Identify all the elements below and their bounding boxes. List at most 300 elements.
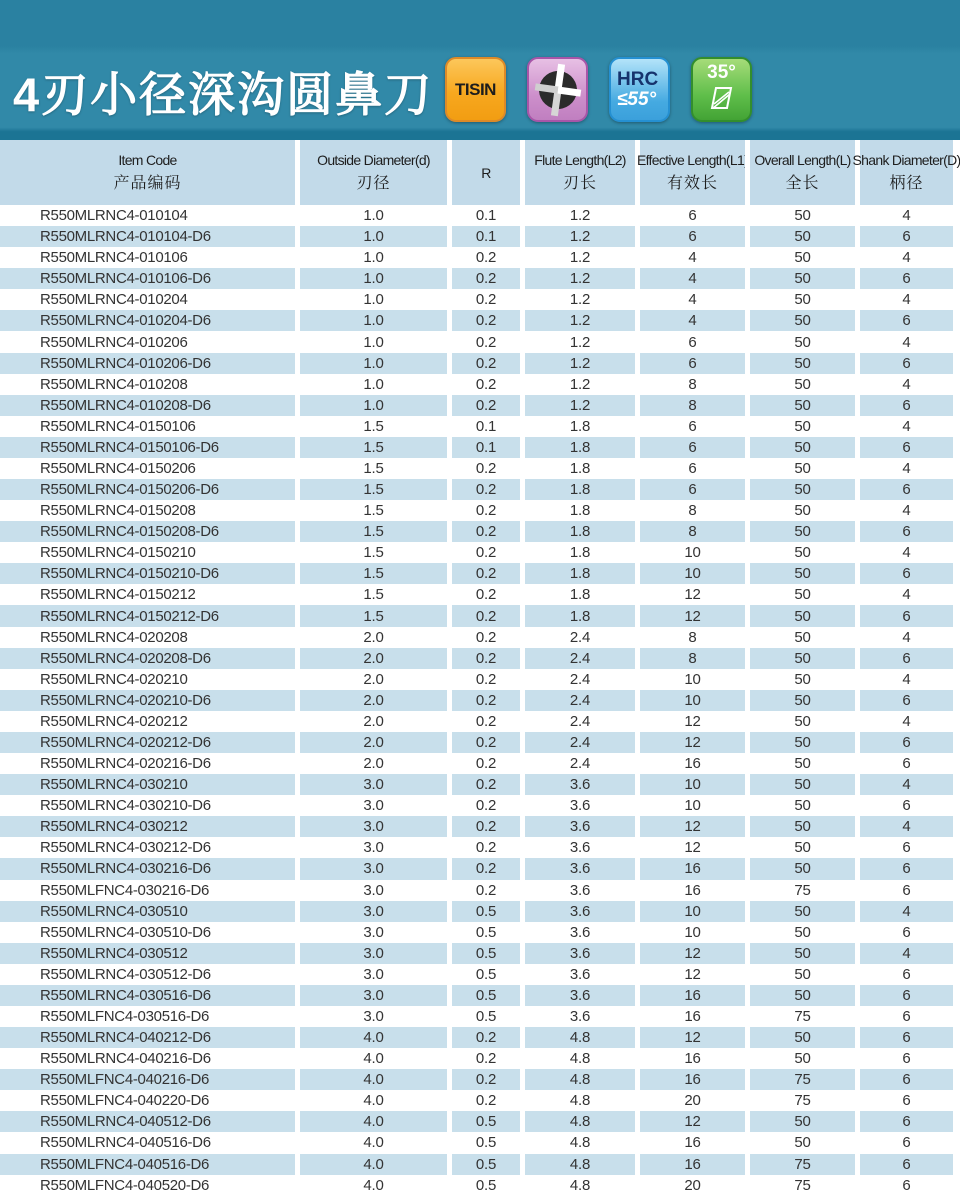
cell-value: 2.0 bbox=[295, 732, 447, 753]
cell-value: 0.5 bbox=[447, 901, 520, 922]
cell-item-code: R550MLFNC4-040520-D6 bbox=[40, 1176, 210, 1194]
cell-value: 1.8 bbox=[520, 605, 635, 626]
cell-value: 1.0 bbox=[295, 395, 447, 416]
cell-value: 50 bbox=[745, 816, 855, 837]
cell-value: 50 bbox=[745, 479, 855, 500]
product-table bbox=[0, 140, 960, 1196]
tisin-coating-badge bbox=[445, 57, 506, 122]
cell-value: 16 bbox=[635, 753, 745, 774]
table-row bbox=[0, 331, 953, 352]
helix-angle-icon bbox=[709, 84, 735, 112]
table-row bbox=[0, 310, 953, 331]
column-header bbox=[635, 140, 749, 205]
cell-value: 16 bbox=[635, 1069, 745, 1090]
cell-value: 1.2 bbox=[520, 310, 635, 331]
cell-value: 3.6 bbox=[520, 858, 635, 879]
hrc-label: HRC bbox=[617, 68, 659, 90]
table-row bbox=[0, 690, 953, 711]
cell-value: 50 bbox=[745, 437, 855, 458]
cell-value: 3.6 bbox=[520, 795, 635, 816]
table-body bbox=[0, 205, 953, 1196]
cell-value: 6 bbox=[855, 1006, 953, 1027]
cell-item-code: R550MLRNC4-020212-D6 bbox=[40, 733, 211, 751]
cell-value: 1.2 bbox=[520, 205, 635, 226]
cell-value: 1.8 bbox=[520, 416, 635, 437]
cell-value: 0.2 bbox=[447, 289, 520, 310]
cell-value: 2.0 bbox=[295, 669, 447, 690]
cell-value: 1.0 bbox=[295, 331, 447, 352]
cell-value: 6 bbox=[635, 331, 745, 352]
cell-value: 2.0 bbox=[295, 648, 447, 669]
cell-value: 4 bbox=[855, 205, 953, 226]
flutes-icon-svg bbox=[532, 62, 584, 118]
cell-value: 12 bbox=[635, 711, 745, 732]
cell-value: 1.2 bbox=[520, 374, 635, 395]
cell-value: 50 bbox=[745, 542, 855, 563]
cell-item-code: R550MLRNC4-010106 bbox=[40, 249, 188, 267]
cell-value: 0.2 bbox=[447, 1090, 520, 1111]
cell-value: 8 bbox=[635, 627, 745, 648]
cell-value: 6 bbox=[855, 964, 953, 985]
cell-value: 1.0 bbox=[295, 374, 447, 395]
cell-value: 50 bbox=[745, 331, 855, 352]
column-label-en: Effective Length(L1) bbox=[636, 152, 749, 168]
cell-value: 20 bbox=[635, 1090, 745, 1111]
cell-value: 4 bbox=[855, 416, 953, 437]
cell-value: 50 bbox=[745, 795, 855, 816]
cell-value: 3.0 bbox=[295, 943, 447, 964]
cell-value: 0.5 bbox=[447, 964, 520, 985]
cell-value: 0.1 bbox=[447, 437, 520, 458]
cell-value: 0.5 bbox=[447, 922, 520, 943]
table-row bbox=[0, 964, 953, 985]
cell-value: 1.0 bbox=[295, 289, 447, 310]
cell-item-code: R550MLFNC4-040516-D6 bbox=[40, 1155, 210, 1173]
cell-value: 6 bbox=[855, 795, 953, 816]
cell-value: 1.2 bbox=[520, 331, 635, 352]
table-row bbox=[0, 922, 953, 943]
cell-item-code: R550MLRNC4-0150208 bbox=[40, 502, 196, 520]
cell-value: 1.8 bbox=[520, 479, 635, 500]
cell-value: 6 bbox=[855, 880, 953, 901]
cell-value: 1.5 bbox=[295, 416, 447, 437]
column-header bbox=[852, 140, 960, 205]
cell-value: 0.2 bbox=[447, 374, 520, 395]
cell-value: 4 bbox=[855, 711, 953, 732]
cell-value: 1.2 bbox=[520, 247, 635, 268]
cell-item-code: R550MLRNC4-010206-D6 bbox=[40, 354, 211, 372]
cell-value: 0.2 bbox=[447, 690, 520, 711]
cell-value: 8 bbox=[635, 395, 745, 416]
cell-value: 1.8 bbox=[520, 437, 635, 458]
column-header bbox=[447, 140, 520, 205]
cell-value: 2.4 bbox=[520, 711, 635, 732]
cell-value: 0.2 bbox=[447, 521, 520, 542]
cell-value: 3.6 bbox=[520, 922, 635, 943]
cell-value: 4 bbox=[855, 774, 953, 795]
cell-value: 4 bbox=[855, 943, 953, 964]
cell-value: 6 bbox=[855, 268, 953, 289]
cell-value: 4 bbox=[855, 247, 953, 268]
cell-value: 4.8 bbox=[520, 1111, 635, 1132]
page-banner bbox=[0, 0, 960, 140]
cell-value: 6 bbox=[855, 310, 953, 331]
cell-item-code: R550MLRNC4-0150106 bbox=[40, 417, 196, 435]
cell-value: 4 bbox=[635, 289, 745, 310]
column-label-zh: 产品编码 bbox=[113, 175, 182, 192]
cell-item-code: R550MLRNC4-0150212 bbox=[40, 586, 196, 604]
cell-value: 6 bbox=[635, 353, 745, 374]
cell-value: 0.2 bbox=[447, 247, 520, 268]
cell-value: 50 bbox=[745, 711, 855, 732]
cell-value: 3.6 bbox=[520, 1006, 635, 1027]
cell-value: 50 bbox=[745, 289, 855, 310]
cell-value: 8 bbox=[635, 521, 745, 542]
cell-value: 10 bbox=[635, 901, 745, 922]
table-row bbox=[0, 1069, 953, 1090]
cell-value: 50 bbox=[745, 458, 855, 479]
cell-value: 4.0 bbox=[295, 1090, 447, 1111]
table-row bbox=[0, 669, 953, 690]
cell-value: 3.0 bbox=[295, 964, 447, 985]
cell-value: 50 bbox=[745, 584, 855, 605]
table-row bbox=[0, 416, 953, 437]
table-row bbox=[0, 711, 953, 732]
cell-item-code: R550MLRNC4-0150206-D6 bbox=[40, 481, 219, 499]
cell-value: 0.2 bbox=[447, 563, 520, 584]
cell-value: 75 bbox=[745, 1069, 855, 1090]
cell-value: 6 bbox=[635, 205, 745, 226]
cell-value: 1.0 bbox=[295, 205, 447, 226]
column-label-en: Outside Diameter(d) bbox=[317, 152, 430, 168]
cell-value: 50 bbox=[745, 1111, 855, 1132]
cell-value: 1.0 bbox=[295, 247, 447, 268]
cell-value: 16 bbox=[635, 1154, 745, 1175]
cell-value: 6 bbox=[855, 1111, 953, 1132]
table-row bbox=[0, 542, 953, 563]
cell-value: 2.4 bbox=[520, 648, 635, 669]
table-row bbox=[0, 985, 953, 1006]
table-row bbox=[0, 732, 953, 753]
cell-value: 4.0 bbox=[295, 1069, 447, 1090]
cell-value: 4.8 bbox=[520, 1154, 635, 1175]
table-header bbox=[0, 140, 960, 205]
tisin-label: TISIN bbox=[455, 79, 496, 99]
cell-value: 6 bbox=[855, 922, 953, 943]
cell-value: 4 bbox=[855, 542, 953, 563]
cell-value: 1.5 bbox=[295, 458, 447, 479]
cell-value: 3.6 bbox=[520, 943, 635, 964]
table-row bbox=[0, 584, 953, 605]
table-row bbox=[0, 226, 953, 247]
cell-value: 4.8 bbox=[520, 1069, 635, 1090]
cell-value: 6 bbox=[635, 458, 745, 479]
table-row bbox=[0, 753, 953, 774]
cell-item-code: R550MLRNC4-040212-D6 bbox=[40, 1029, 211, 1047]
cell-value: 0.5 bbox=[447, 985, 520, 1006]
cell-value: 6 bbox=[855, 837, 953, 858]
cell-value: 0.5 bbox=[447, 1132, 520, 1153]
cell-value: 4.0 bbox=[295, 1048, 447, 1069]
cell-value: 3.0 bbox=[295, 901, 447, 922]
cell-value: 6 bbox=[855, 395, 953, 416]
table-row bbox=[0, 437, 953, 458]
cell-value: 6 bbox=[855, 605, 953, 626]
cell-value: 4.8 bbox=[520, 1175, 635, 1196]
badge-strip bbox=[445, 57, 752, 122]
table-row bbox=[0, 648, 953, 669]
cell-item-code: R550MLRNC4-010208 bbox=[40, 375, 188, 393]
helix-angle-badge bbox=[691, 57, 752, 122]
table-row bbox=[0, 1006, 953, 1027]
cell-value: 4 bbox=[855, 901, 953, 922]
cell-value: 0.2 bbox=[447, 605, 520, 626]
table-row bbox=[0, 1154, 953, 1175]
cell-item-code: R550MLRNC4-0150208-D6 bbox=[40, 523, 219, 541]
cell-value: 4.8 bbox=[520, 1027, 635, 1048]
cell-value: 75 bbox=[745, 880, 855, 901]
cell-value: 2.4 bbox=[520, 753, 635, 774]
cell-value: 0.2 bbox=[447, 711, 520, 732]
cell-value: 4 bbox=[855, 627, 953, 648]
table-row bbox=[0, 458, 953, 479]
cell-value: 1.2 bbox=[520, 226, 635, 247]
cell-value: 2.0 bbox=[295, 753, 447, 774]
cell-value: 1.8 bbox=[520, 563, 635, 584]
cell-value: 10 bbox=[635, 795, 745, 816]
cell-value: 2.0 bbox=[295, 690, 447, 711]
cell-item-code: R550MLRNC4-020212 bbox=[40, 712, 188, 730]
cell-value: 1.8 bbox=[520, 500, 635, 521]
cell-value: 1.5 bbox=[295, 500, 447, 521]
column-label-zh: 刃径 bbox=[356, 175, 391, 192]
hardness-badge bbox=[609, 57, 670, 122]
table-row bbox=[0, 563, 953, 584]
cell-item-code: R550MLRNC4-010104-D6 bbox=[40, 228, 211, 246]
cell-value: 50 bbox=[745, 690, 855, 711]
cell-value: 0.2 bbox=[447, 458, 520, 479]
cell-value: 10 bbox=[635, 669, 745, 690]
helix-angle-value: 35° bbox=[707, 62, 736, 83]
cell-value: 3.0 bbox=[295, 795, 447, 816]
table-row bbox=[0, 374, 953, 395]
cell-value: 8 bbox=[635, 500, 745, 521]
cell-value: 6 bbox=[635, 437, 745, 458]
cell-value: 4 bbox=[855, 500, 953, 521]
cell-value: 6 bbox=[855, 353, 953, 374]
cell-value: 75 bbox=[745, 1090, 855, 1111]
cell-value: 50 bbox=[745, 310, 855, 331]
cell-value: 0.2 bbox=[447, 479, 520, 500]
cell-item-code: R550MLRNC4-020208 bbox=[40, 628, 188, 646]
cell-value: 2.4 bbox=[520, 732, 635, 753]
cell-item-code: R550MLRNC4-010204 bbox=[40, 291, 188, 309]
cell-item-code: R550MLFNC4-040216-D6 bbox=[40, 1071, 210, 1089]
cell-value: 4 bbox=[635, 268, 745, 289]
cell-value: 12 bbox=[635, 964, 745, 985]
cell-value: 0.2 bbox=[447, 1069, 520, 1090]
cell-value: 3.0 bbox=[295, 837, 447, 858]
table-row bbox=[0, 880, 953, 901]
cell-value: 0.2 bbox=[447, 331, 520, 352]
cell-item-code: R550MLRNC4-030516-D6 bbox=[40, 986, 211, 1004]
cell-value: 6 bbox=[855, 1090, 953, 1111]
cell-value: 75 bbox=[745, 1175, 855, 1196]
cell-item-code: R550MLRNC4-010106-D6 bbox=[40, 270, 211, 288]
cell-value: 4.0 bbox=[295, 1027, 447, 1048]
cell-value: 16 bbox=[635, 1132, 745, 1153]
column-label-en: Overall Length(L) bbox=[754, 152, 851, 168]
cell-item-code: R550MLRNC4-030216-D6 bbox=[40, 860, 211, 878]
cell-value: 50 bbox=[745, 374, 855, 395]
cell-item-code: R550MLRNC4-030510 bbox=[40, 902, 188, 920]
cell-value: 3.6 bbox=[520, 964, 635, 985]
cell-item-code: R550MLRNC4-020216-D6 bbox=[40, 755, 211, 773]
cell-value: 0.2 bbox=[447, 816, 520, 837]
cell-value: 0.2 bbox=[447, 732, 520, 753]
cell-value: 6 bbox=[855, 1132, 953, 1153]
cell-value: 50 bbox=[745, 732, 855, 753]
cell-value: 16 bbox=[635, 1048, 745, 1069]
column-label-en: Item Code bbox=[118, 152, 177, 168]
cell-value: 6 bbox=[855, 858, 953, 879]
cell-value: 3.0 bbox=[295, 774, 447, 795]
cell-value: 50 bbox=[745, 1132, 855, 1153]
cell-item-code: R550MLRNC4-040516-D6 bbox=[40, 1134, 211, 1152]
cell-value: 0.1 bbox=[447, 226, 520, 247]
cell-value: 1.2 bbox=[520, 268, 635, 289]
cell-value: 50 bbox=[745, 901, 855, 922]
page-title: 4刃小径深沟圆鼻刀 bbox=[13, 68, 434, 121]
cell-value: 50 bbox=[745, 774, 855, 795]
table-row bbox=[0, 1111, 953, 1132]
cell-value: 1.8 bbox=[520, 584, 635, 605]
cell-value: 0.1 bbox=[447, 416, 520, 437]
cell-value: 1.2 bbox=[520, 395, 635, 416]
cell-value: 50 bbox=[745, 268, 855, 289]
cell-value: 4 bbox=[635, 310, 745, 331]
cell-value: 2.0 bbox=[295, 627, 447, 648]
cell-item-code: R550MLFNC4-030516-D6 bbox=[40, 1008, 210, 1025]
cell-item-code: R550MLRNC4-040216-D6 bbox=[40, 1050, 211, 1068]
cell-value: 75 bbox=[745, 1154, 855, 1175]
table-row bbox=[0, 795, 953, 816]
cell-value: 12 bbox=[635, 1111, 745, 1132]
cell-value: 50 bbox=[745, 922, 855, 943]
column-label-en: Flute Length(L2) bbox=[534, 152, 626, 168]
table-row bbox=[0, 605, 953, 626]
cell-value: 6 bbox=[855, 1069, 953, 1090]
cell-value: 0.5 bbox=[447, 1006, 520, 1027]
table-row bbox=[0, 205, 953, 226]
column-header bbox=[0, 140, 295, 205]
cell-value: 50 bbox=[745, 500, 855, 521]
cell-value: 3.6 bbox=[520, 985, 635, 1006]
cell-value: 0.2 bbox=[447, 353, 520, 374]
cell-value: 3.0 bbox=[295, 1006, 447, 1027]
four-flute-cross-section-icon bbox=[527, 57, 588, 122]
cell-value: 50 bbox=[745, 943, 855, 964]
cell-value: 50 bbox=[745, 964, 855, 985]
cell-value: 50 bbox=[745, 563, 855, 584]
table-row bbox=[0, 1175, 953, 1196]
cell-value: 50 bbox=[745, 753, 855, 774]
cell-item-code: R550MLRNC4-020210-D6 bbox=[40, 691, 211, 709]
cell-item-code: R550MLRNC4-030212-D6 bbox=[40, 839, 211, 857]
cell-value: 8 bbox=[635, 374, 745, 395]
cell-value: 12 bbox=[635, 816, 745, 837]
hrc-value: ≤55° bbox=[617, 88, 657, 110]
cell-value: 6 bbox=[855, 479, 953, 500]
cell-value: 2.4 bbox=[520, 669, 635, 690]
cell-value: 6 bbox=[855, 753, 953, 774]
cell-value: 0.2 bbox=[447, 795, 520, 816]
cell-value: 0.2 bbox=[447, 858, 520, 879]
cell-value: 0.2 bbox=[447, 837, 520, 858]
cell-value: 0.2 bbox=[447, 774, 520, 795]
cell-value: 1.5 bbox=[295, 542, 447, 563]
cell-value: 75 bbox=[745, 1006, 855, 1027]
column-label-en: R bbox=[481, 164, 491, 181]
cell-value: 2.0 bbox=[295, 711, 447, 732]
cell-value: 1.0 bbox=[295, 353, 447, 374]
cell-item-code: R550MLFNC4-030216-D6 bbox=[40, 881, 210, 899]
cell-value: 50 bbox=[745, 648, 855, 669]
cell-item-code: R550MLRNC4-040512-D6 bbox=[40, 1113, 211, 1131]
cell-value: 12 bbox=[635, 732, 745, 753]
table-row bbox=[0, 247, 953, 268]
cell-value: 4 bbox=[855, 584, 953, 605]
cell-value: 50 bbox=[745, 837, 855, 858]
cell-value: 10 bbox=[635, 542, 745, 563]
cell-item-code: R550MLRNC4-0150106-D6 bbox=[40, 438, 219, 456]
cell-value: 6 bbox=[855, 563, 953, 584]
cell-item-code: R550MLRNC4-030512 bbox=[40, 944, 188, 962]
cell-value: 1.8 bbox=[520, 542, 635, 563]
cell-value: 3.6 bbox=[520, 880, 635, 901]
cell-value: 8 bbox=[635, 648, 745, 669]
cell-value: 2.4 bbox=[520, 627, 635, 648]
cell-value: 50 bbox=[745, 395, 855, 416]
cell-value: 6 bbox=[855, 1048, 953, 1069]
cell-value: 1.0 bbox=[295, 226, 447, 247]
cell-value: 4.0 bbox=[295, 1111, 447, 1132]
table-row bbox=[0, 901, 953, 922]
cell-value: 0.1 bbox=[447, 205, 520, 226]
column-label-zh: 刃长 bbox=[562, 175, 597, 192]
cell-value: 4.8 bbox=[520, 1132, 635, 1153]
cell-value: 12 bbox=[635, 605, 745, 626]
cell-item-code: R550MLRNC4-030210 bbox=[40, 776, 188, 794]
cell-value: 50 bbox=[745, 226, 855, 247]
cell-value: 0.2 bbox=[447, 542, 520, 563]
cell-value: 50 bbox=[745, 605, 855, 626]
cell-value: 0.2 bbox=[447, 753, 520, 774]
table-row bbox=[0, 858, 953, 879]
cell-item-code: R550MLRNC4-030212 bbox=[40, 818, 188, 836]
table-row bbox=[0, 1132, 953, 1153]
cell-item-code: R550MLRNC4-0150212-D6 bbox=[40, 607, 219, 625]
column-header bbox=[295, 140, 447, 205]
column-label-zh: 全长 bbox=[785, 175, 820, 192]
cell-item-code: R550MLRNC4-0150210 bbox=[40, 544, 196, 562]
cell-value: 4 bbox=[635, 247, 745, 268]
cell-item-code: R550MLRNC4-010104 bbox=[40, 207, 188, 225]
column-label-zh: 柄径 bbox=[889, 175, 924, 192]
table-row bbox=[0, 500, 953, 521]
cell-value: 50 bbox=[745, 1027, 855, 1048]
cell-value: 6 bbox=[855, 437, 953, 458]
